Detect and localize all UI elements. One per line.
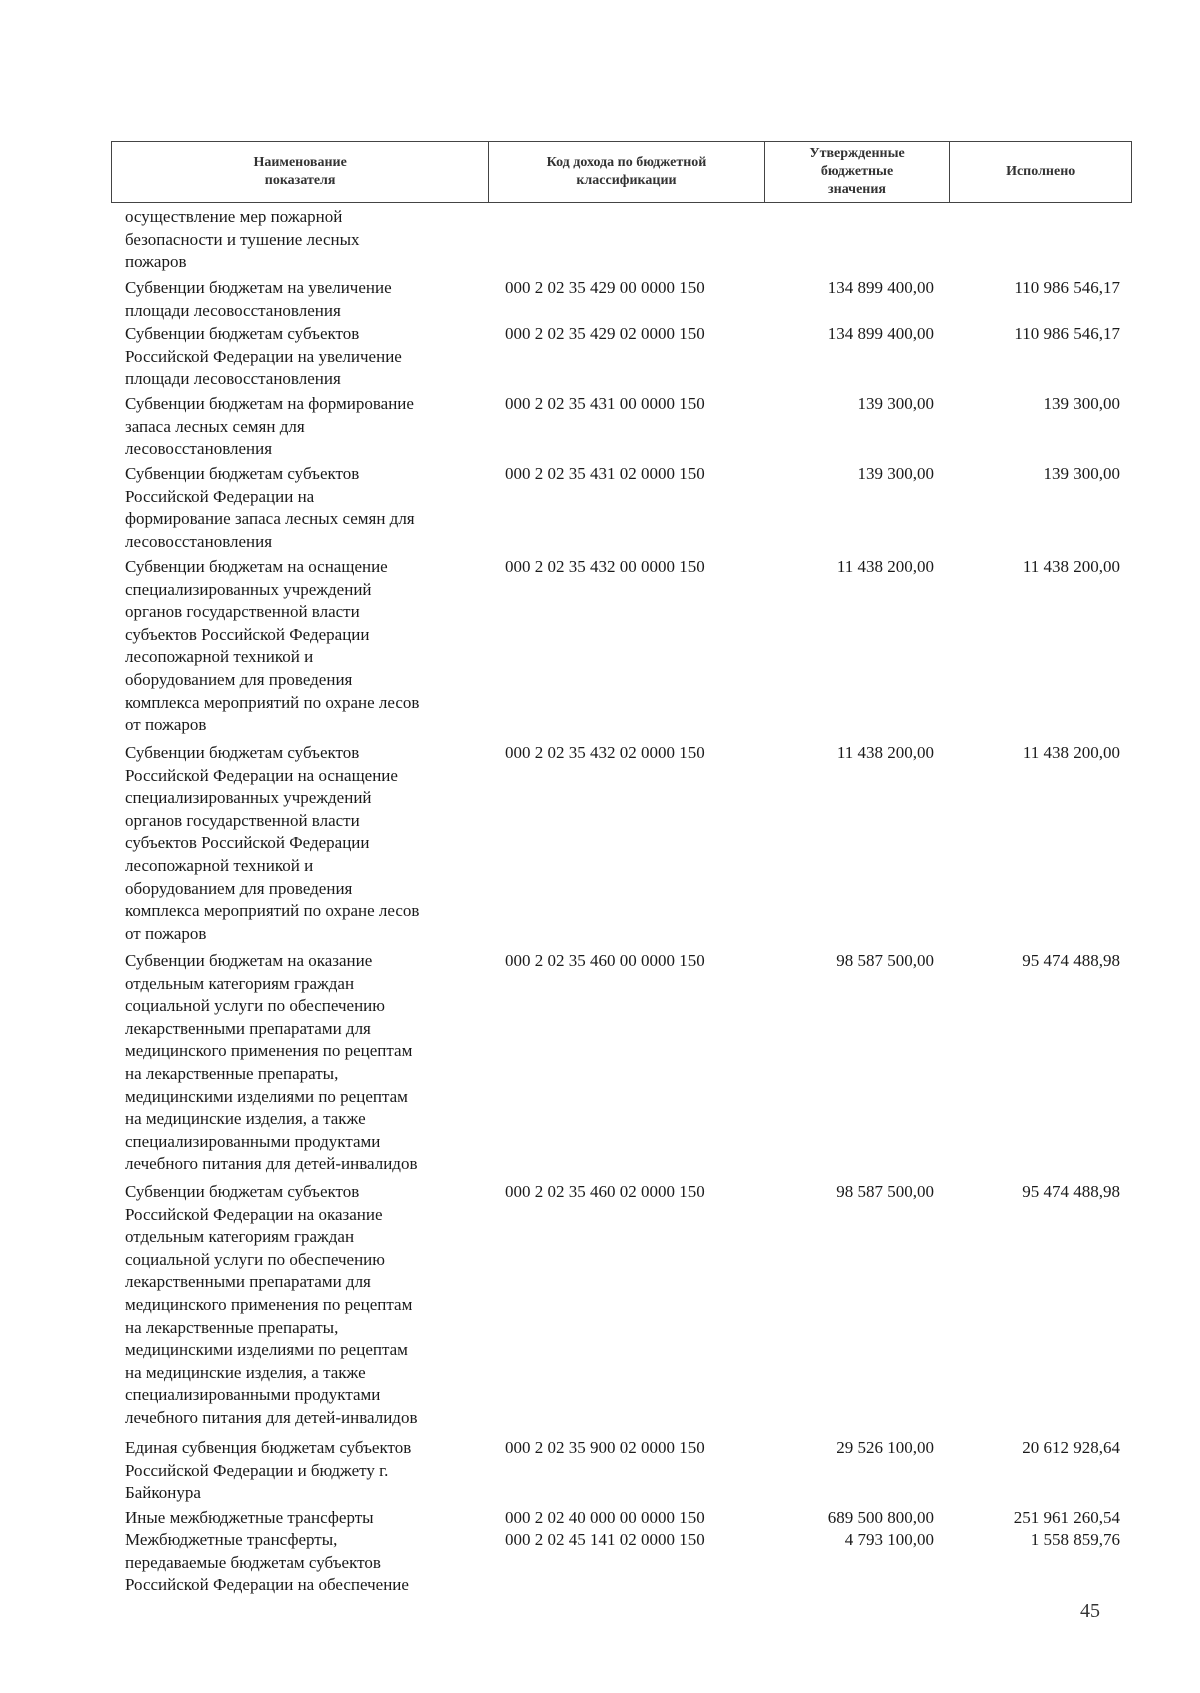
- header-cell-done: Исполнено: [1006, 164, 1076, 179]
- row-done: 139 300,00: [1043, 394, 1120, 413]
- row-code: 000 2 02 35 431 02 0000 150: [505, 464, 705, 483]
- row-code: 000 2 02 35 432 00 0000 150: [505, 557, 705, 576]
- row-approved: 11 438 200,00: [836, 743, 934, 762]
- row-done: 110 986 546,17: [1014, 324, 1120, 343]
- row-code: 000 2 02 35 431 00 0000 150: [505, 394, 705, 413]
- row-done: 95 474 488,98: [1022, 1182, 1120, 1201]
- row-done: 1 558 859,76: [1030, 1530, 1120, 1549]
- row-name: Единая субвенция бюджетам субъектов Российской Федерации и бюджету г. Байконура: [125, 1438, 412, 1503]
- row-code: 000 2 02 35 429 02 0000 150: [505, 324, 705, 343]
- row-approved: 134 899 400,00: [827, 278, 934, 297]
- row-name: Субвенции бюджетам субъектов Российской Федерации на оснащение специализированных учреждений органов государственной власти субъектов Российской Федерации лесопожарной техникой и оборудованием для проведения комплекса мероприятий по охране лесов от пожаров: [125, 743, 420, 943]
- row-name: Субвенции бюджетам на формирование запаса лесных семян для лесовосстановления: [125, 394, 414, 459]
- row-code: 000 2 02 45 141 02 0000 150: [505, 1530, 705, 1549]
- row-done: 11 438 200,00: [1022, 743, 1120, 762]
- row-code: 000 2 02 35 460 02 0000 150: [505, 1182, 705, 1201]
- row-done: 139 300,00: [1043, 464, 1120, 483]
- header-cell-name: Наименование показателя: [112, 142, 489, 202]
- row-done: 95 474 488,98: [1022, 951, 1120, 970]
- header-cell-code: Код дохода по бюджетной классификации: [489, 142, 764, 202]
- row-name: Субвенции бюджетам субъектов Российской Федерации на увеличение площади лесовосстановления: [125, 324, 402, 389]
- row-name: Иные межбюджетные трансферты: [125, 1508, 374, 1527]
- row-code: 000 2 02 35 460 00 0000 150: [505, 951, 705, 970]
- row-approved: 139 300,00: [857, 464, 934, 483]
- row-code: 000 2 02 40 000 00 0000 150: [505, 1508, 705, 1527]
- row-approved: 11 438 200,00: [836, 557, 934, 576]
- row-done: 251 961 260,54: [1013, 1508, 1120, 1527]
- header-cell-approved: Утвержденные бюджетные значения: [765, 142, 951, 202]
- row-code: 000 2 02 35 429 00 0000 150: [505, 278, 705, 297]
- row-approved: 29 526 100,00: [836, 1438, 934, 1457]
- row-name: Субвенции бюджетам субъектов Российской Федерации на формирование запаса лесных семян для лесовосстановления: [125, 464, 415, 551]
- row-name: Субвенции бюджетам субъектов Российской Федерации на оказание отдельным категориям граждан социальной услуги по обеспечению лекарственными препаратами для медицинского применения по рецептам на лекарственные препараты, медицинскими изделиями по рецептам на медицинские изделия, а также специализированными продуктами лечебного питания для детей-инвалидов: [125, 1182, 418, 1427]
- row-code: 000 2 02 35 432 02 0000 150: [505, 743, 705, 762]
- row-approved: 689 500 800,00: [827, 1508, 934, 1527]
- row-code: 000 2 02 35 900 02 0000 150: [505, 1438, 705, 1457]
- row-name: Субвенции бюджетам на оказание отдельным категориям граждан социальной услуги по обеспечению лекарственными препаратами для медицинского применения по рецептам на лекарственные препараты, медицинскими изделиями по рецептам на медицинские изделия, а также специализированными продуктами лечебного питания для детей-инвалидов: [125, 951, 418, 1174]
- row-name: Межбюджетные трансферты, передаваемые бюджетам субъектов Российской Федерации на обеспечение: [125, 1530, 409, 1595]
- row-done: 110 986 546,17: [1014, 278, 1120, 297]
- row-done: 20 612 928,64: [1022, 1438, 1120, 1457]
- row-approved: 134 899 400,00: [827, 324, 934, 343]
- table-header: [111, 141, 1132, 203]
- row-done: 11 438 200,00: [1022, 557, 1120, 576]
- row-name: Субвенции бюджетам на оснащение специализированных учреждений органов государственной власти субъектов Российской Федерации лесопожарной техникой и оборудованием для проведения комплекса мероприятий по охране лесов от пожаров: [125, 557, 420, 735]
- row-approved: 139 300,00: [857, 394, 934, 413]
- row-name: осуществление мер пожарной безопасности и тушение лесных пожаров: [125, 207, 360, 272]
- page-number: 45: [1080, 1600, 1100, 1622]
- row-approved: 98 587 500,00: [836, 951, 934, 970]
- row-name: Субвенции бюджетам на увеличение площади лесовосстановления: [125, 278, 392, 320]
- row-approved: 98 587 500,00: [836, 1182, 934, 1201]
- row-approved: 4 793 100,00: [844, 1530, 934, 1549]
